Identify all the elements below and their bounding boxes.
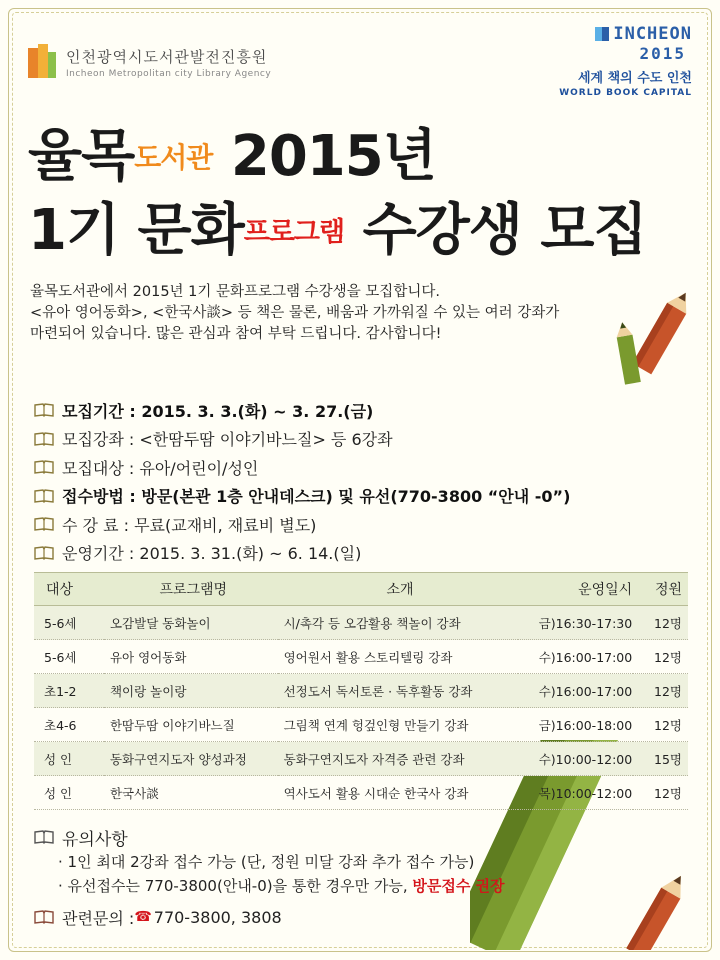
table-header-schedule: 운영일시 (518, 573, 634, 606)
book-icon (34, 830, 54, 844)
title-part: 1기 문화 (28, 198, 244, 263)
table-header-program: 프로그램명 (104, 573, 278, 606)
world-book-capital-logo (542, 24, 692, 98)
table-cell: 한국사談 (104, 776, 278, 810)
phone-icon: ☎ (134, 909, 152, 925)
capital-ko: 세계 책의 수도 인천 (577, 71, 692, 86)
table-header-target: 대상 (34, 573, 104, 606)
table-cell: 유아 영어동화 (104, 640, 278, 674)
info-text: 모집강좌 : <한땀두땀 이야기바느질> 등 6강좌 (62, 430, 393, 450)
info-text: 수 강 료 : 무료(교재비, 재료비 별도) (62, 515, 317, 535)
note-text: · 유선접수는 770-3800(안내-0)을 통한 경우만 가능, (58, 877, 413, 895)
intro-line: <유아 영어동화>, <한국사談> 등 책은 물론, 배움과 가까워질 수 있는 여러 강좌가 (30, 305, 560, 321)
table-cell: 영어원서 활용 스토리텔링 강좌 (278, 640, 518, 674)
contact-value: 770-3800, 3808 (153, 907, 282, 927)
table-cell: 금)16:00-18:00 (518, 708, 634, 742)
program-table (34, 572, 688, 810)
org-logo (28, 44, 271, 80)
intro-line: 마련되어 있습니다. 많은 관심과 참여 부탁 드립니다. 감사합니다! (30, 326, 442, 342)
table-cell: 초1-2 (34, 674, 104, 708)
notes-section (34, 824, 634, 930)
pencil-icon (614, 285, 694, 385)
info-item-target (34, 453, 684, 482)
contact-line (34, 904, 634, 930)
table-cell: 한땀두땀 이야기바느질 (104, 708, 278, 742)
table-cell: 역사도서 활용 시대순 한국사 강좌 (278, 776, 518, 810)
notes-heading (34, 824, 634, 850)
table-cell: 오감발달 동화놀이 (104, 606, 278, 640)
info-text: 모집기간 : 2015. 3. 3.(화) ~ 3. 27.(금) (62, 401, 374, 421)
info-list (34, 396, 684, 567)
info-item-courses (34, 425, 684, 454)
title-part: 2015년 (212, 124, 436, 189)
table-cell: 5-6세 (34, 606, 104, 640)
table-cell: 12명 (633, 674, 688, 708)
intro-paragraph (30, 282, 670, 345)
table-cell: 금)16:30-17:30 (518, 606, 634, 640)
notes-heading-text: 유의사항 (62, 829, 128, 850)
table-cell: 동화구연지도자 자격증 관련 강좌 (278, 742, 518, 776)
table-cell: 선정도서 독서토론 · 독후활동 강좌 (278, 674, 518, 708)
capital-word: INCHEON (613, 24, 692, 44)
book-icon (34, 403, 54, 417)
info-item-method (34, 482, 684, 511)
table-row (34, 776, 688, 810)
table-cell: 12명 (633, 708, 688, 742)
table-cell: 5-6세 (34, 640, 104, 674)
table-cell: 그림책 연계 헝겊인형 만들기 강좌 (278, 708, 518, 742)
book-icon (34, 489, 54, 503)
table-cell: 동화구연지도자 양성과정 (104, 742, 278, 776)
org-logo-mark-icon (28, 44, 58, 80)
table-cell: 성 인 (34, 776, 104, 810)
info-text: 모집대상 : 유아/어린이/성인 (62, 458, 259, 478)
table-cell: 수)10:00-12:00 (518, 742, 634, 776)
capital-year: 2015 (639, 44, 686, 63)
table-row (34, 606, 688, 640)
org-name-ko: 인천광역시도서관발전진흥원 (66, 47, 268, 66)
info-item-period (34, 396, 684, 425)
table-row (34, 674, 688, 708)
book-icon (34, 517, 54, 531)
book-icon (34, 910, 54, 924)
table-cell: 12명 (633, 640, 688, 674)
note-item (58, 874, 634, 898)
note-item: · 1인 최대 2강좌 접수 가능 (단, 정원 미달 강좌 추가 접수 가능) (58, 853, 475, 871)
table-cell: 12명 (633, 776, 688, 810)
table-row (34, 640, 688, 674)
capital-en: WORLD BOOK CAPITAL (559, 88, 692, 98)
info-text: 운영기간 : 2015. 3. 31.(화) ~ 6. 14.(일) (62, 544, 362, 564)
contact-label: 관련문의 : (62, 908, 135, 928)
table-cell: 성 인 (34, 742, 104, 776)
table-cell: 목)10:00-12:00 (518, 776, 634, 810)
table-header-capacity: 정원 (633, 573, 688, 606)
poster-title-line2 (28, 186, 647, 266)
poster-title-line1 (28, 112, 436, 192)
table-header-intro: 소개 (278, 573, 518, 606)
title-accent-library: 도서관 (134, 141, 213, 174)
org-name-en: Incheon Metropolitan city Library Agency (66, 68, 272, 79)
table-cell: 시/촉각 등 오감활용 책놀이 강좌 (278, 606, 518, 640)
table-header-row (34, 573, 688, 606)
table-cell: 초4-6 (34, 708, 104, 742)
table-cell: 12명 (633, 606, 688, 640)
title-part: 수강생 모집 (344, 198, 647, 263)
intro-line: 율목도서관에서 2015년 1기 문화프로그램 수강생을 모집합니다. (30, 284, 440, 300)
title-accent-program: 프로그램 (243, 217, 345, 248)
table-cell: 수)16:00-17:00 (518, 640, 634, 674)
table-cell: 수)16:00-17:00 (518, 674, 634, 708)
title-part: 율목 (28, 124, 135, 189)
table-cell: 15명 (633, 742, 688, 776)
info-item-operation (34, 539, 684, 568)
table-row (34, 742, 688, 776)
capital-logo-icon (595, 27, 609, 41)
note-highlight: 방문접수 권장 (412, 877, 505, 895)
table-row (34, 708, 688, 742)
info-text: 접수방법 : 방문(본관 1층 안내데스크) 및 유선(770-3800 “안내 -0”) (62, 487, 571, 507)
book-icon (34, 460, 54, 474)
book-icon (34, 432, 54, 446)
info-item-fee (34, 510, 684, 539)
table-cell: 책이랑 놀이랑 (104, 674, 278, 708)
book-icon (34, 546, 54, 560)
